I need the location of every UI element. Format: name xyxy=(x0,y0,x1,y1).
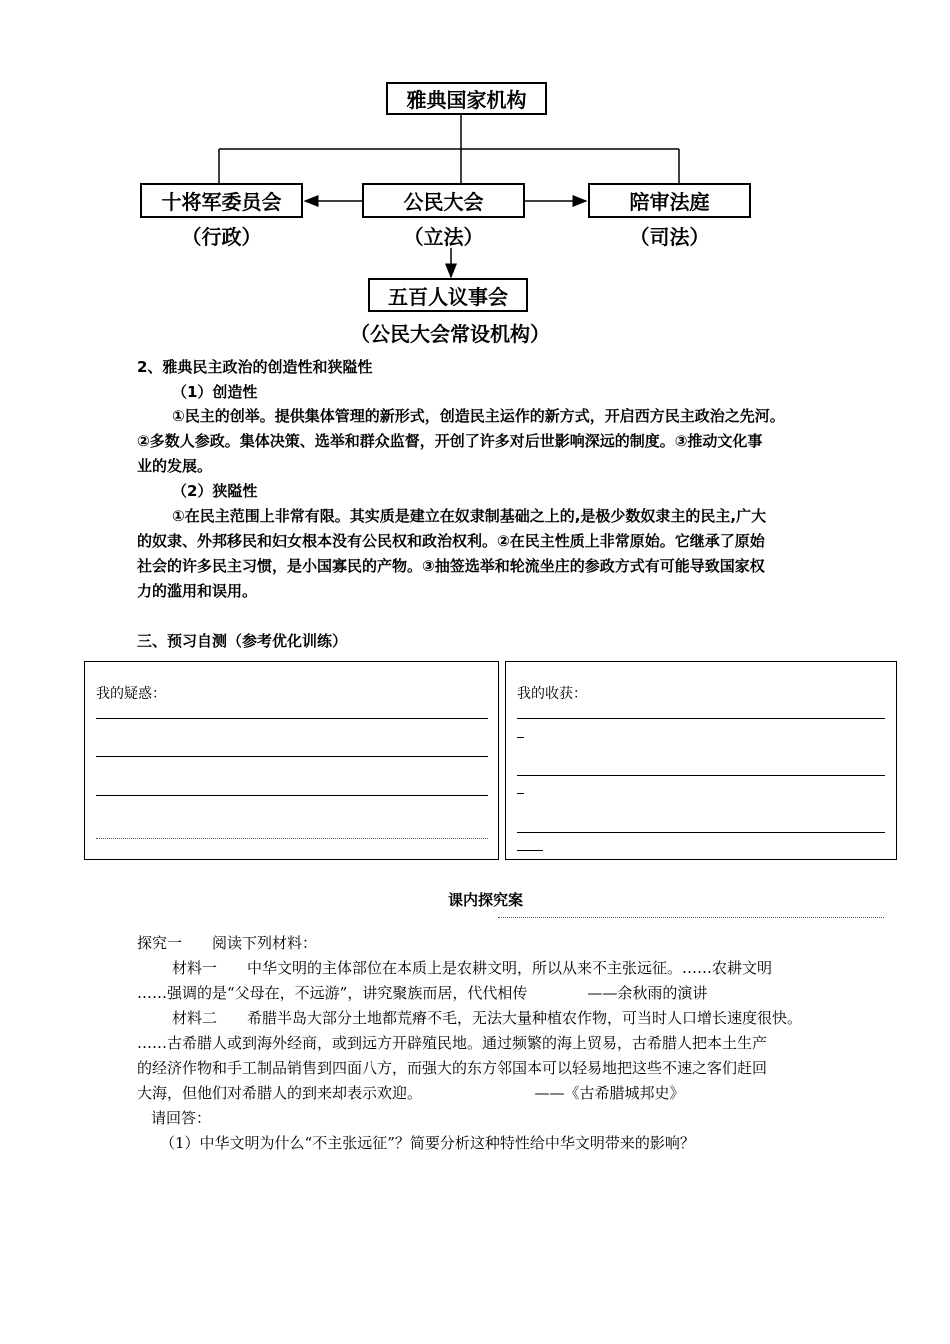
gains-answer-line[interactable] xyxy=(517,718,885,719)
gains-answer-line[interactable] xyxy=(517,775,885,776)
gains-panel xyxy=(505,661,897,860)
section3-heading: 三、预习自测（参考优化训练） xyxy=(137,632,348,650)
gains-answer-stub xyxy=(517,737,524,738)
creativity-line-1: ①民主的创举。提供集体管理的新形式，创造民主运作的新方式，开启西方民主政治之先河。 xyxy=(172,407,785,425)
doubts-answer-line[interactable] xyxy=(96,838,488,839)
box-citizen-assembly: 公民大会 xyxy=(362,183,525,218)
box-council-500: 五百人议事会 xyxy=(368,278,528,312)
narrowness-line-3: 社会的许多民主习惯，是小国寡民的产物。③抽签选举和轮流坐庄的参政方式有可能导致国家权 xyxy=(137,557,765,575)
narrowness-line-1: ①在民主范围上非常有限。其实质是建立在奴隶制基础之上的,是极少数奴隶主的民主,广大 xyxy=(172,507,767,525)
label-standing-body: （公民大会常设机构） xyxy=(350,322,550,346)
section2-sub-narrowness: （2）狭隘性 xyxy=(172,482,258,500)
material-2-line-4: 大海，但他们对希腊人的到来却表示欢迎。 ——《古希腊城邦史》 xyxy=(137,1084,685,1102)
creativity-line-2: ②多数人参政。集体决策、选举和群众监督，开创了许多对后世影响深远的制度。③推动文化事 xyxy=(137,432,763,450)
gains-answer-line[interactable] xyxy=(517,832,885,833)
material-2-line-1: 材料二 希腊半岛大部分土地都荒瘠不毛，无法大量种植农作物，可当时人口增长速度很快。 xyxy=(172,1009,803,1027)
gains-answer-stub xyxy=(517,793,524,794)
creativity-line-3: 业的发展。 xyxy=(137,457,213,475)
narrowness-line-4: 力的滥用和误用。 xyxy=(137,582,258,600)
question-1: （1）中华文明为什么“不主张远征”？简要分析这种特性给中华文明带来的影响？ xyxy=(160,1134,695,1152)
answer-prompt: 请回答： xyxy=(151,1109,212,1127)
doubts-answer-line[interactable] xyxy=(96,756,488,757)
label-executive: （行政） xyxy=(181,225,262,249)
doubts-label: 我的疑惑： xyxy=(96,686,166,702)
doubts-panel xyxy=(84,661,499,860)
box-jury-court: 陪审法庭 xyxy=(588,183,751,218)
gains-label: 我的收获： xyxy=(517,686,587,702)
box-ten-generals: 十将军委员会 xyxy=(140,183,303,218)
doubts-answer-line[interactable] xyxy=(96,795,488,796)
section2-sub-creativity: （1）创造性 xyxy=(172,383,258,401)
narrowness-line-2: 的奴隶、外邦移民和妇女根本没有公民权和政治权利。②在民主性质上非常原始。它继承了原始 xyxy=(137,532,765,550)
inquiry-title: 课内探究案 xyxy=(448,891,524,909)
material-1-line-2: ……强调的是“父母在，不远游”，讲究聚族而居，代代相传 ——余秋雨的演讲 xyxy=(137,984,708,1002)
section2-heading: 2、雅典民主政治的创造性和狭隘性 xyxy=(137,358,373,376)
box-athens-state: 雅典国家机构 xyxy=(386,82,547,115)
gains-answer-stub xyxy=(517,850,543,851)
material-2-line-3: 的经济作物和手工制品销售到四面八方，而强大的东方邻国本可以轻易地把这些不速之客们赶回 xyxy=(137,1059,768,1077)
label-legislative: （立法） xyxy=(403,225,484,249)
material-1-line-1: 材料一 中华文明的主体部位在本质上是农耕文明，所以从来不主张远征。……农耕文明 xyxy=(172,959,773,977)
doubts-answer-line[interactable] xyxy=(96,718,488,719)
inquiry-intro: 探究一 阅读下列材料： xyxy=(137,934,318,952)
label-judicial: （司法） xyxy=(629,225,710,249)
title-underline xyxy=(498,917,884,918)
material-2-line-2: ……古希腊人或到海外经商，或到远方开辟殖民地。通过频繁的海上贸易，古希腊人把本土生产 xyxy=(137,1034,768,1052)
